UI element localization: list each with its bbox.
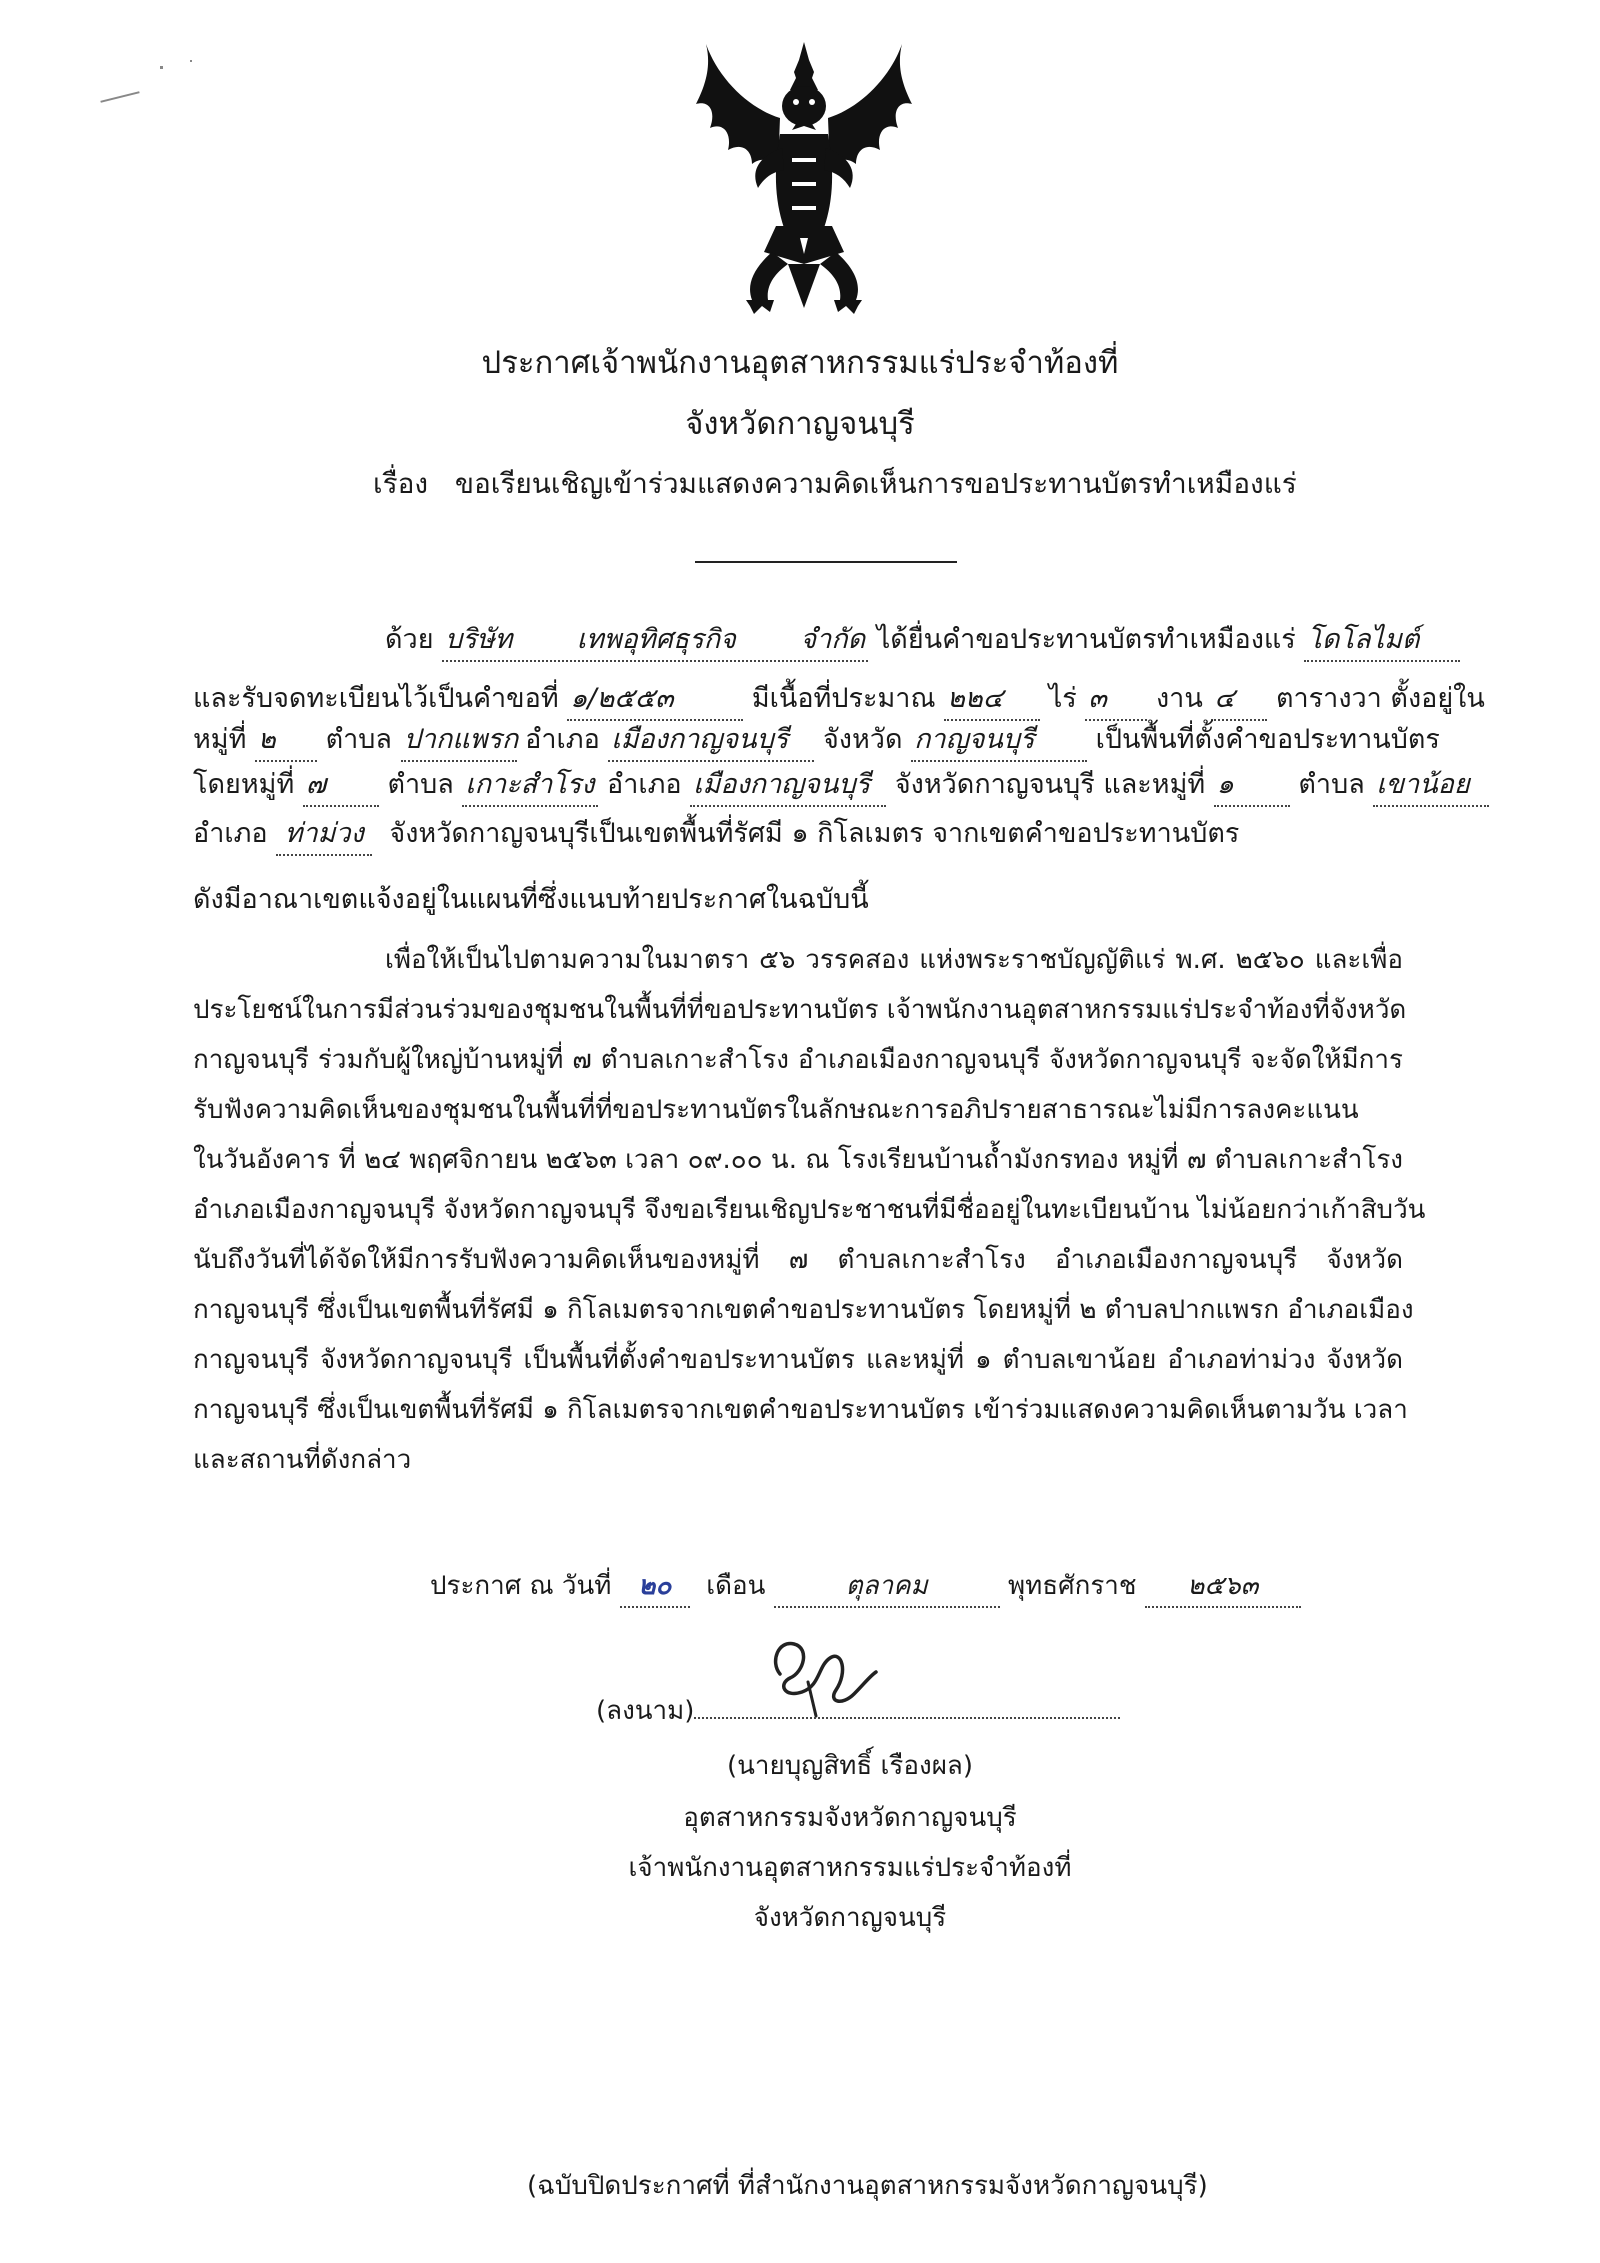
form-line-1 xyxy=(385,620,1420,660)
body-line: ประโยชน์ในการมีส่วนร่วมของชุมชนในพื้นที่ที่ขอประทานบัตร เจ้าพนักงานอุตสาหกรรมแร่ประจำท้องที่จังหวัด xyxy=(193,995,1407,1025)
moo-field: ๑ xyxy=(1214,765,1290,807)
form-text: โดยหมู่ที่ xyxy=(193,769,295,800)
date-year-field: ๒๕๖๓ xyxy=(1145,1565,1301,1608)
form-text: อำเภอ xyxy=(193,818,268,849)
amphoe-field: ท่าม่วง xyxy=(276,814,372,856)
month-label: เดือน xyxy=(706,1571,766,1601)
form-text: ด้วย xyxy=(385,624,434,655)
scan-speck xyxy=(100,91,139,103)
sign-line xyxy=(596,1690,1120,1731)
date-line xyxy=(430,1565,1301,1608)
form-text: ตำบล xyxy=(387,769,454,800)
tambon-field: เกาะสำโรง xyxy=(462,765,598,807)
amphoe-field: เมืองกาญจนบุรี xyxy=(690,765,886,807)
form-text: เป็นพื้นที่ตั้งคำขอประทานบัตร xyxy=(1095,724,1440,755)
body-line: กาญจนบุรี ซึ่งเป็นเขตพื้นที่รัศมี ๑ กิโลเมตรจากเขตคำขอประทานบัตร เข้าร่วมแสดงความคิดเห็นตามวัน เวลา xyxy=(193,1395,1408,1425)
request-number-field: ๑/๒๕๕๓ xyxy=(567,679,743,721)
date-prefix: ประกาศ ณ วันที่ xyxy=(430,1571,612,1601)
form-line-5 xyxy=(193,814,1403,854)
date-day-field: ๒๐ xyxy=(620,1565,690,1608)
form-text: จังหวัดกาญจนบุรีเป็นเขตพื้นที่รัศมี ๑ กิโลเมตร จากเขตคำขอประทานบัตร xyxy=(389,818,1240,849)
tambon-field: ปากแพรก xyxy=(401,720,517,762)
scan-speck xyxy=(190,60,192,62)
amphoe-field: เมืองกาญจนบุรี xyxy=(608,720,814,762)
title-divider xyxy=(695,561,957,563)
form-text: ตำบล xyxy=(325,724,392,755)
company-field: บริษัท เทพอุทิศธุรกิจ จำกัด xyxy=(442,620,868,662)
body-line: ในวันอังคาร ที่ ๒๔ พฤศจิกายน ๒๕๖๓ เวลา ๐๙.๐๐ น. ณ โรงเรียนบ้านถ้ำมังกรทอง หมู่ที่ ๗ ตำบลเกาะสำโรง xyxy=(193,1145,1403,1175)
signer-name: (นายบุญสิทธิ์ เรืองผล) xyxy=(726,1751,974,1781)
form-text: หมู่ที่ xyxy=(193,724,247,755)
body-line: เพื่อให้เป็นไปตามความในมาตรา ๕๖ วรรคสอง แห่งพระราชบัญญัติแร่ พ.ศ. ๒๕๖๐ และเพื่อ xyxy=(385,945,1403,975)
moo-field: ๒ xyxy=(255,720,317,762)
form-text: อำเภอ xyxy=(525,724,600,755)
province-field: กาญจนบุรี xyxy=(911,720,1087,762)
signer-position-1: อุตสาหกรรมจังหวัดกาญจนบุรี xyxy=(683,1803,1017,1833)
body-line: รับฟังความคิดเห็นของชุมชนในพื้นที่ที่ขอประทานบัตรในลักษณะการอภิปรายสาธารณะไม่มีการลงคะแนน xyxy=(193,1095,1359,1125)
form-text: จังหวัด xyxy=(822,724,903,755)
scan-speck xyxy=(160,66,163,69)
body-line: กาญจนบุรี ร่วมกับผู้ใหญ่บ้านหมู่ที่ ๗ ตำบลเกาะสำโรง อำเภอเมืองกาญจนบุรี จังหวัดกาญจนบุรี จะจัดให้มีการ xyxy=(193,1045,1403,1075)
subject-line xyxy=(373,462,1297,506)
form-text: จังหวัดกาญจนบุรี และหมู่ที่ xyxy=(894,769,1206,800)
form-text: ตำบล xyxy=(1298,769,1365,800)
subject-text: ขอเรียนเชิญเข้าร่วมแสดงความคิดเห็นการขอประทานบัตรทำเหมืองแร่ xyxy=(454,467,1297,500)
mineral-field: โดโลไมต์ xyxy=(1304,620,1460,662)
area-ngan-field: ๓ xyxy=(1085,679,1147,721)
form-line-2 xyxy=(193,679,1485,719)
body-line: และสถานที่ดังกล่าว xyxy=(193,1445,412,1475)
form-text: อำเภอ xyxy=(607,769,682,800)
form-line-4 xyxy=(193,765,1470,805)
garuda-emblem-icon xyxy=(688,38,920,316)
form-text: และรับจดทะเบียนไว้เป็นคำขอที่ xyxy=(193,683,559,714)
form-line-6: ดังมีอาณาเขตแจ้งอยู่ในแผนที่ซึ่งแนบท้ายประกาศในฉบับนี้ xyxy=(193,884,869,915)
form-text: ได้ยื่นคำขอประทานบัตรทำเหมืองแร่ xyxy=(876,624,1296,655)
form-text: มีเนื้อที่ประมาณ xyxy=(751,683,936,714)
body-line: อำเภอเมืองกาญจนบุรี จังหวัดกาญจนบุรี จึงขอเรียนเชิญประชาชนที่มีชื่ออยู่ในทะเบียนบ้าน ไม่น้อยกว่าเก้าสิบวัน xyxy=(193,1195,1426,1225)
province-title: จังหวัดกาญจนบุรี xyxy=(685,406,915,442)
area-rai-field: ๒๒๔ xyxy=(944,679,1040,721)
form-text: งาน xyxy=(1155,683,1203,714)
date-month-field: ตุลาคม xyxy=(774,1565,1000,1608)
body-line: กาญจนบุรี ซึ่งเป็นเขตพื้นที่รัศมี ๑ กิโลเมตรจากเขตคำขอประทานบัตร โดยหมู่ที่ ๒ ตำบลปากแพรก อำเภอเมือง xyxy=(193,1295,1414,1325)
sign-label: (ลงนาม) xyxy=(596,1696,695,1726)
form-text: ตารางวา ตั้งอยู่ใน xyxy=(1275,683,1485,714)
body-line: นับถึงวันที่ได้จัดให้มีการรับฟังความคิดเห็นของหมู่ที่ ๗ ตำบลเกาะสำโรง อำเภอเมืองกาญจนบุรี จังหวัด xyxy=(193,1245,1403,1275)
form-text: ไร่ xyxy=(1048,683,1077,714)
body-line: กาญจนบุรี จังหวัดกาญจนบุรี เป็นพื้นที่ตั้งคำขอประทานบัตร และหมู่ที่ ๑ ตำบลเขาน้อย อำเภอท่าม่วง จังหวัด xyxy=(193,1345,1403,1375)
year-label: พุทธศักราช xyxy=(1007,1571,1137,1601)
posting-note: (ฉบับปิดประกาศที่ ที่สำนักงานอุตสาหกรรมจังหวัดกาญจนบุรี) xyxy=(527,2171,1208,2201)
subject-label: เรื่อง xyxy=(373,467,429,500)
tambon-field: เขาน้อย xyxy=(1373,765,1489,807)
area-wa-field: ๔ xyxy=(1211,679,1267,721)
signature-field xyxy=(694,1717,1120,1719)
announcement-title: ประกาศเจ้าพนักงานอุตสาหกรรมแร่ประจำท้องที่ xyxy=(481,345,1119,381)
form-line-3 xyxy=(193,720,1440,760)
signer-position-2: เจ้าพนักงานอุตสาหกรรมแร่ประจำท้องที่ xyxy=(628,1853,1072,1883)
signer-position-3: จังหวัดกาญจนบุรี xyxy=(753,1903,947,1933)
moo-field: ๗ xyxy=(303,765,379,807)
